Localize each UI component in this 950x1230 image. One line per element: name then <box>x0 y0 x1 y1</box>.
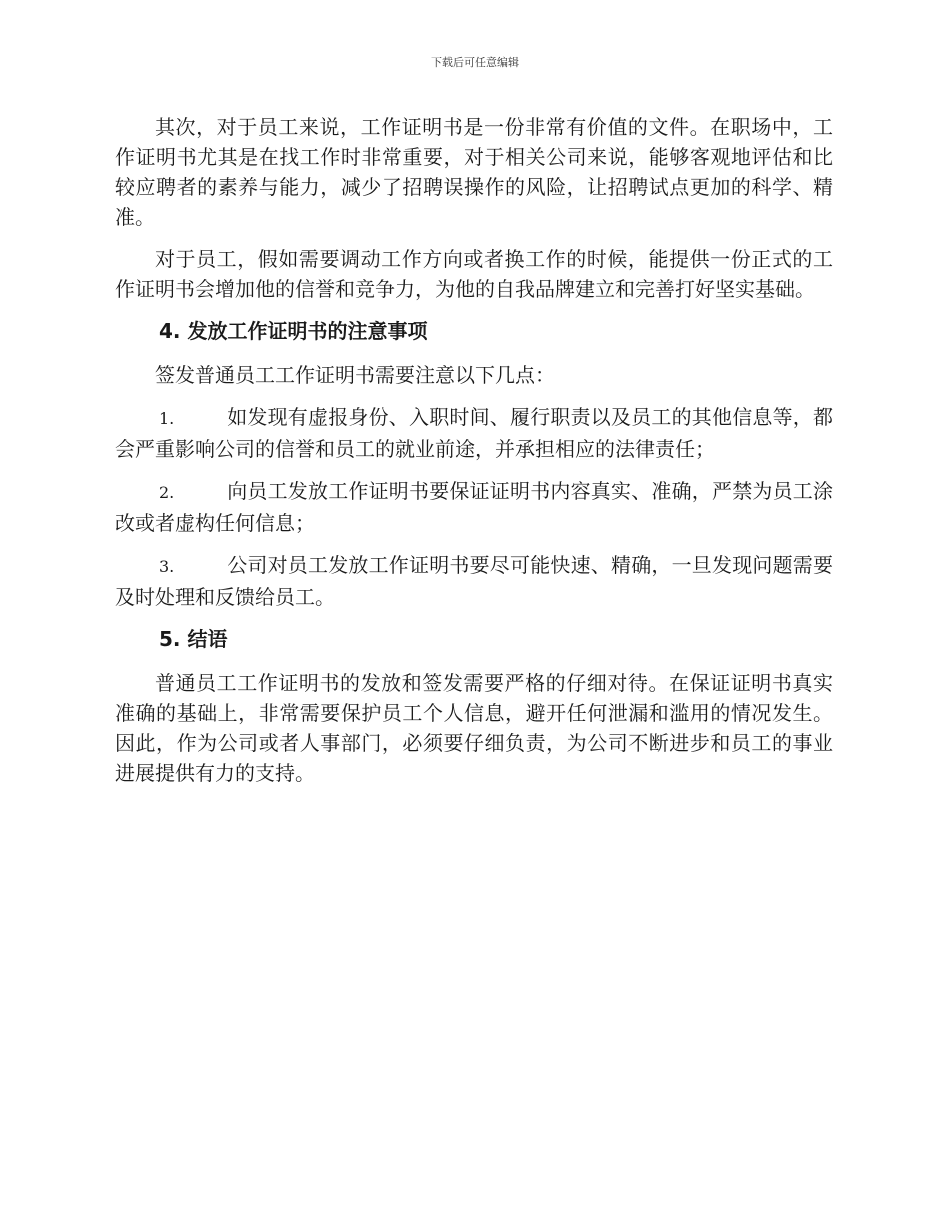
list-item-3 <box>115 550 833 612</box>
paragraph-employee-value: 其次，对于员工来说，工作证明书是一份非常有价值的文件。在职场中，工作证明书尤其是在找工作时非常重要，对于相关公司来说，能够客观地评估和比较应聘者的素养与能力，减少了招聘误操作的风险，让招聘试点更加的科学、精准。 <box>115 115 833 229</box>
list-item-text: 公司对员工发放工作证明书要尽可能快速、精确，一旦发现问题需要及时处理和反馈给员工。 <box>115 553 833 609</box>
document-body <box>115 112 833 800</box>
section-heading-notes: 4. 发放工作证明书的注意事项 <box>159 319 428 343</box>
section-notes-intro: 签发普通员工工作证明书需要注意以下几点： <box>155 363 555 387</box>
list-item-text: 如发现有虚报身份、入职时间、履行职责以及员工的其他信息等，都会严重影响公司的信誉和员工的就业前途，并承担相应的法律责任； <box>115 405 833 461</box>
page-header: 下载后可任意编辑 <box>431 56 519 69</box>
paragraph-job-change: 对于员工，假如需要调动工作方向或者换工作的时候，能提供一份正式的工作证明书会增加他的信誉和竞争力，为他的自我品牌建立和完善打好坚实基础。 <box>115 247 833 301</box>
list-item-text: 向员工发放工作证明书要保证证明书内容真实、准确，严禁为员工涂改或者虚构任何信息； <box>115 479 833 535</box>
list-item-2 <box>115 476 833 538</box>
list-number: 3. <box>159 557 175 576</box>
section-heading-conclusion: 5. 结语 <box>159 627 228 651</box>
list-number: 2. <box>159 483 175 502</box>
list-number: 1. <box>159 409 175 428</box>
list-item-1 <box>115 402 833 464</box>
paragraph-conclusion: 普通员工工作证明书的发放和签发需要严格的仔细对待。在保证证明书真实准确的基础上，非常需要保护员工个人信息，避开任何泄漏和滥用的情况发生。因此，作为公司或者人事部门，必须要仔细负责，为公司不断进步和员工的事业进展提供有力的支持。 <box>115 671 833 785</box>
